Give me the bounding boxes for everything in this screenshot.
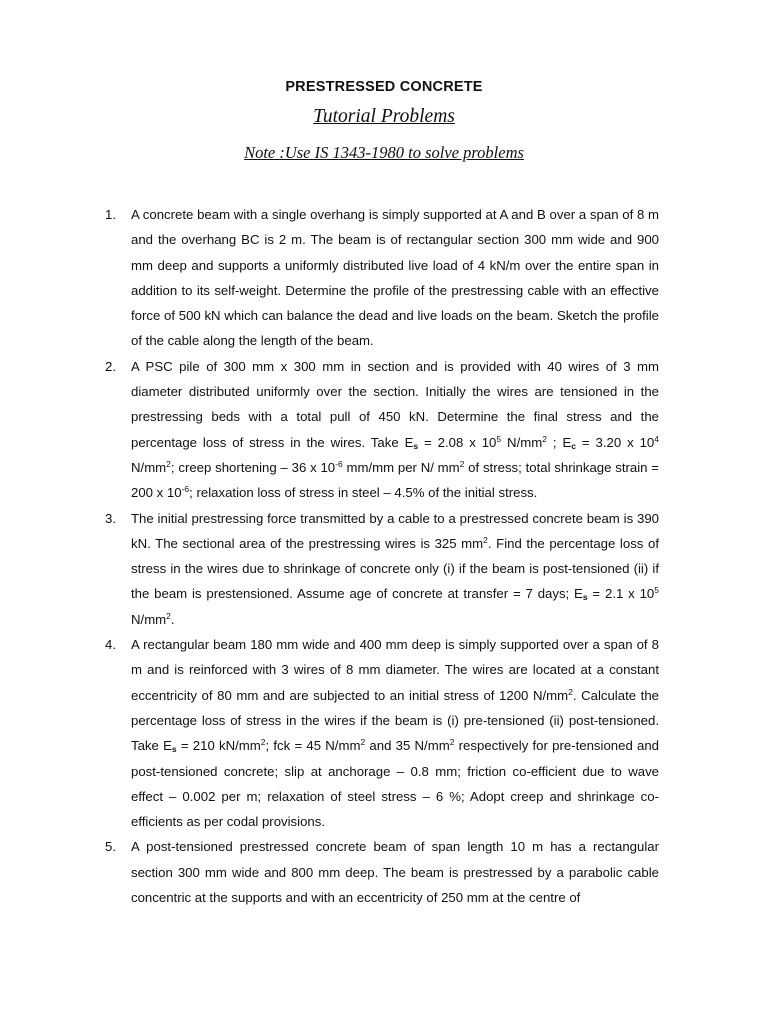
superscript: 2 [483,534,488,545]
document-title: PRESTRESSED CONCRETE [285,79,483,95]
document-note: Note :Use IS 1343-1980 to solve problems [244,143,524,162]
text-run: = 3.20 x 10 [575,434,655,450]
superscript: 2 [260,737,266,748]
text-run: mm/mm per N/ mm [342,459,460,475]
document-subtitle: Tutorial Problems [313,106,455,127]
superscript: -6 [335,458,343,469]
problem-2 [0,354,768,506]
text-run: A rectangular beam 180 mm wide and 400 mm deep is simply supported over a span of 8 m and is reinforced with 3 wires of 8 mm diameter. The wires are located at a constant eccentricity of 80 mm and are subjected to an initial stress of 1200 N/mm [131,637,659,703]
text-run: A PSC pile of 300 mm x 300 mm in section and is provided with 40 wires of 3 mm diameter distributed uniformly over the section. Initially the wires are tensioned in the prestressing beds with a total pull of 450 kN. Determine the final stress and the percentage loss of stress in the wires. Take E [131,358,659,450]
problem-number: 2. [105,358,116,374]
problem-text [131,359,659,500]
superscript: 2 [166,610,171,621]
superscript: -6 [181,484,190,495]
problem-text [131,637,659,829]
text-run: of stress; total shrinkage strain = 200 x 10 [131,459,659,501]
superscript: 2 [459,458,465,469]
subscript: s [171,744,177,755]
problem-1 [0,202,768,354]
text-run: N/mm [131,459,167,475]
text-run: and 35 N/mm [365,738,450,754]
text-run: ; fck = 45 N/mm [265,738,361,754]
problem-number: 1. [105,207,116,222]
text-run: = 210 kN/mm [176,738,261,754]
problem-number: 5. [105,839,116,855]
text-run: . Calculate the percentage loss of stress in the wires if the beam is (i) pre-tensioned (ii) post-tensioned. Take E [131,687,659,754]
problem-text: A concrete beam with a single overhang is simply supported at A and B over a span of 8 m and the overhang BC is 2 m. The beam is of rectangular section 300 mm wide and 900 mm deep and supports a uniformly distributed live load of 4 kN/m over the entire span in addition to its self-weight. Determine the profile of the prestressing cable with an effective force of 500 kN which can balance the dead and live loads on the beam. Sketch the profile of the cable along the length of the beam. [131,207,659,349]
problem-list [0,202,768,910]
superscript: 5 [654,585,659,596]
text-run: The initial prestressing force transmitted by a cable to a prestressed concrete beam is 390 kN. The sectional area of the prestressing wires is 325 mm [131,510,659,551]
problem-5 [0,834,768,910]
problem-3 [0,506,768,632]
subscript: s [582,592,588,603]
superscript: 2 [542,433,547,444]
superscript: 4 [654,433,660,444]
superscript: 2 [449,737,455,748]
problem-text [131,511,659,627]
problem-text: A post-tensioned prestressed concrete beam of span length 10 m has a rectangular section 300 mm wide and 800 mm deep. The beam is prestressed by a parabolic cable concentric at the supports and with an eccentricity of 250 mm at the centre of [131,839,659,906]
text-run: N/mm [131,611,167,627]
text-run: ; relaxation loss of stress in steel – 4.5% of the initial stress. [189,485,538,501]
superscript: 2 [568,686,573,697]
subscript: c [571,440,576,451]
problem-number: 4. [105,637,116,653]
text-run: = 2.1 x 10 [587,586,655,602]
superscript: 5 [496,433,502,444]
superscript: 2 [360,737,366,748]
text-run: ; creep shortening – 36 x 10 [170,459,336,475]
text-run: N/mm [501,434,543,450]
text-run: ; E [546,434,572,450]
text-run: = 2.08 x 10 [418,434,497,450]
superscript: 2 [166,458,171,469]
text-run: . [170,611,175,627]
problem-number: 3. [105,510,116,526]
text-run: respectively for pre-tensioned and post-tensioned concrete; slip at anchorage – 0.8 mm; friction co-efficient due to wave effect – 0.002 per m; relaxation of steel stress – 6 %; Adopt creep and shrinkage co-efficients as per codal provisions. [131,738,660,830]
text-run: . Find the percentage loss of stress in the wires due to shrinkage of concrete only (i) if the beam is post-tensioned (ii) if the beam is prestensioned. Assume age of concrete at transfer = 7 days; E [131,535,659,602]
subscript: s [413,440,419,451]
problem-4 [0,632,768,834]
